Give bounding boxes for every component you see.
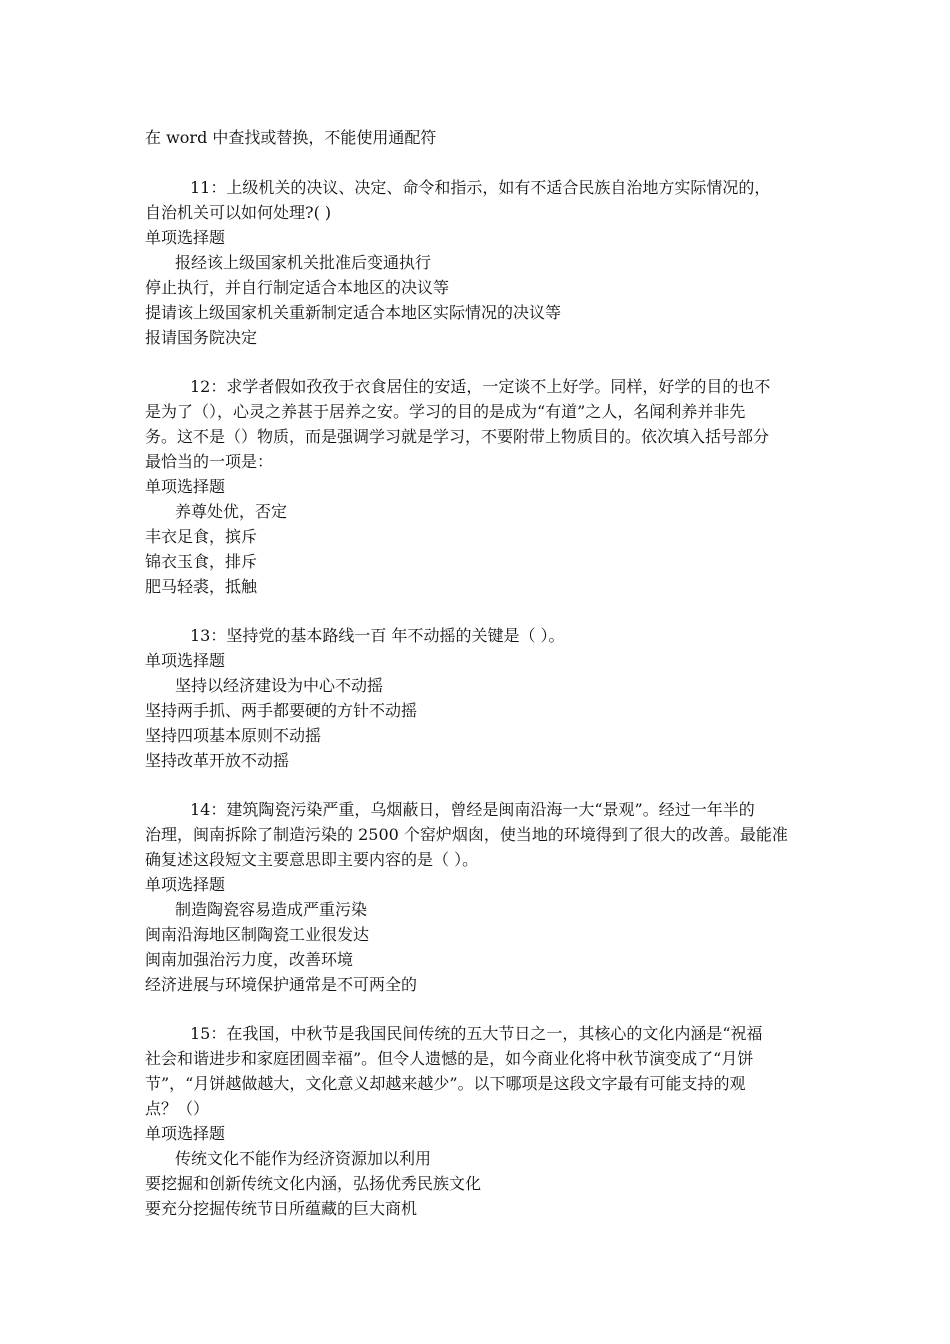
question-stem-line: 15：在我国，中秋节是我国民间传统的五大节日之一，其核心的文化内涵是“祝福 — [190, 1024, 763, 1043]
answer-option: 经济进展与环境保护通常是不可两全的 — [145, 975, 418, 994]
question-stem-line: 是为了（），心灵之养甚于居养之安。学习的目的是成为“有道”之人，名闻利养并非先 — [145, 402, 746, 421]
answer-option: 停止执行，并自行制定适合本地区的决议等 — [145, 278, 450, 297]
question-stem-line: 务。这不是（）物质，而是强调学习就是学习，不要附带上物质目的。依次填入括号部分 — [145, 427, 770, 446]
question-stem-line: 最恰当的一项是： — [145, 452, 274, 471]
question-type-label: 单项选择题 — [145, 651, 226, 670]
answer-option: 要充分挖掘传统节日所蕴藏的巨大商机 — [145, 1199, 418, 1218]
question-stem-line: 14：建筑陶瓷污染严重，乌烟蔽日，曾经是闽南沿海一大“景观”。经过一年半的 — [190, 800, 755, 819]
question-stem-line: 节”，“月饼越做越大，文化意义却越来越少”。以下哪项是这段文字最有可能支持的观 — [145, 1074, 746, 1093]
answer-option: 锦衣玉食，排斥 — [145, 552, 258, 571]
answer-option: 坚持改革开放不动摇 — [145, 751, 290, 770]
intro-line: 在 word 中查找或替换，不能使用通配符 — [145, 128, 437, 147]
answer-option: 传统文化不能作为经济资源加以利用 — [175, 1149, 432, 1168]
question-stem-line: 11：上级机关的决议、决定、命令和指示，如有不适合民族自治地方实际情况的， — [190, 178, 771, 197]
answer-option: 制造陶瓷容易造成严重污染 — [175, 900, 368, 919]
question-type-label: 单项选择题 — [145, 1124, 226, 1143]
answer-option: 要挖掘和创新传统文化内涵，弘扬优秀民族文化 — [145, 1174, 482, 1193]
answer-option: 坚持两手抓、两手都要硬的方针不动摇 — [145, 701, 418, 720]
question-stem-line: 确复述这段短文主要意思即主要内容的是（ ）。 — [145, 850, 479, 869]
answer-option: 报经该上级国家机关批准后变通执行 — [175, 253, 432, 272]
answer-option: 坚持以经济建设为中心不动摇 — [175, 676, 384, 695]
answer-option: 提请该上级国家机关重新制定适合本地区实际情况的决议等 — [145, 303, 562, 322]
question-stem-line: 13：坚持党的基本路线一百 年不动摇的关键是（ ）。 — [190, 626, 565, 645]
question-type-label: 单项选择题 — [145, 875, 226, 894]
question-stem-line: 治理，闽南拆除了制造污染的 2500 个窑炉烟囱，使当地的环境得到了很大的改善。最能准 — [145, 825, 788, 844]
answer-option: 报请国务院决定 — [145, 328, 258, 347]
question-stem-line: 自治机关可以如何处理?( ) — [145, 203, 332, 222]
answer-option: 闽南加强治污力度，改善环境 — [145, 950, 354, 969]
question-stem-line: 社会和谐进步和家庭团圆幸福”。但令人遗憾的是，如今商业化将中秋节演变成了“月饼 — [145, 1049, 754, 1068]
question-stem-line: 12：求学者假如孜孜于衣食居住的安适，一定谈不上好学。同样，好学的目的也不 — [190, 377, 771, 396]
answer-option: 闽南沿海地区制陶瓷工业很发达 — [145, 925, 370, 944]
answer-option: 坚持四项基本原则不动摇 — [145, 726, 322, 745]
answer-option: 丰衣足食，摈斥 — [145, 527, 258, 546]
answer-option: 养尊处优，否定 — [175, 502, 288, 521]
answer-option: 肥马轻裘，抵触 — [145, 577, 258, 596]
question-type-label: 单项选择题 — [145, 477, 226, 496]
question-stem-line: 点？（） — [145, 1099, 210, 1118]
question-type-label: 单项选择题 — [145, 228, 226, 247]
